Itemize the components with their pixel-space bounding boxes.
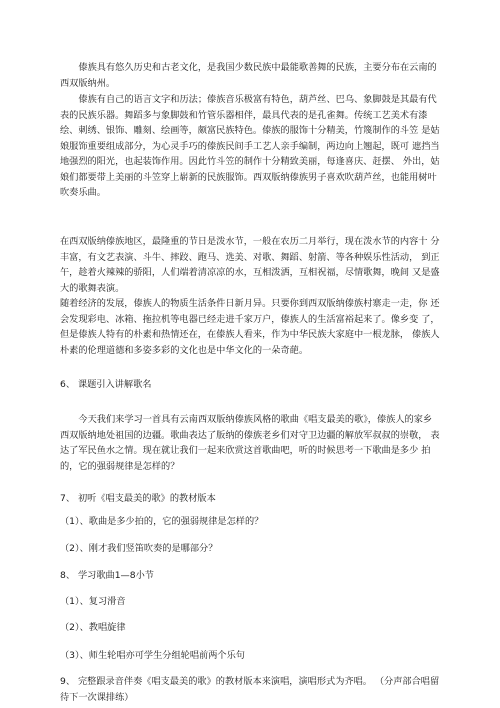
section-heading-7: 7、 初听《唱支最美的歌》的教材版本 — [60, 493, 216, 504]
song-intro-paragraph: 今天我们来学习一首具有云南西双版纳傣族风格的歌曲《唱支最美的歌》，傣族人的家乡 西双版纳地处祖国的边疆。歌曲表达了版纳的傣族老乡们对守卫边疆的解放军叔叔的崇敬， 表达了军民鱼水之情。现在就让我们一起来欣赏这首歌曲吧，听的时候思考一下歌曲是多少 拍的，它的强弱规律是怎样的？ — [60, 414, 440, 472]
section-heading-8: 8、 学习歌曲1—8小节 — [60, 570, 154, 581]
intro-paragraph: 傣族具有悠久历史和古老文化，是我国少数民族中最能歌善舞的民族，主要分布在云南的 西双版纳州。 — [60, 62, 437, 89]
step-1: （1）、复习滑音 — [60, 596, 126, 607]
development-paragraph: 随着经济的发展，傣族人的物质生活条件日新月异。只要你到西双版纳傣族村寨走一走，你 还会发现彩电、冰箱、拖拉机等电器已经走进千家万户，傣族人的生活富裕起来了。像乡变 了，但是傣族人特有的朴素和热情还在，在傣族人看来，作为中华民族大家庭中一根龙脉， 傣族人朴素的伦理道德和多姿多彩的文化也是中华文化的一朵奇葩。 — [60, 298, 440, 356]
question-2: （2）、刚才我们竖笛吹奏的是哪部分？ — [60, 543, 218, 554]
section-heading-6: 6、 课题引入讲解歌名 — [60, 379, 152, 390]
question-1: （1）、歌曲是多少拍的，它的强弱规律是怎样的？ — [60, 516, 264, 527]
festival-paragraph: 在西双版纳傣族地区，最隆重的节日是泼水节，一般在农历二月举行，现在泼水节的内容十 分丰富，有文艺表演、斗牛、摔跤、跑马、选美、对歌、舞蹈、射箭、等各种娱乐性活动， 到正午，趁着火辣辣的骄阳，人们端着清凉凉的水，互相泼洒，互相祝福，尽情歌舞，晚间 又是盛大的歌舞表演。 — [60, 236, 440, 294]
step-2: （2）、教唱旋律 — [60, 622, 126, 633]
culture-paragraph: 傣族有自己的语言文字和历法；傣族音乐极富有特色，葫芦丝、巴乌、象脚鼓是其最有代 表的民族乐器。舞蹈多与象脚鼓和竹管乐器相伴，最具代表的是孔雀舞。传统工艺美术有漆 绘、刺绣、银饰、雕刻、绘画等，颇富民族特色。傣族的服饰十分精美，竹篾制作的斗笠 是姑娘服饰重要组成部分，为心灵手巧的傣族民间手工艺人亲手编制，两边向上翘起，既可 遮挡当地强烈的阳光，也起装饰作用。因此竹斗笠的制作十分精致美丽，每逢喜庆、赶摆、 外出，姑娘们都要带上美丽的斗笠穿上崭新的民族服饰。西双版纳傣族男子喜欢吹葫芦丝，也能用树叶吹奏乐曲。 — [60, 94, 440, 198]
step-3: （3）、师生轮唱亦可学生分组轮唱前两个乐句 — [60, 650, 245, 661]
section-heading-9: 9、 完整跟录音伴奏《唱支最美的歌》的教材版本来演唱，演唱形式为齐唱。 （分声部合唱留待下一次课排练） — [60, 676, 440, 703]
